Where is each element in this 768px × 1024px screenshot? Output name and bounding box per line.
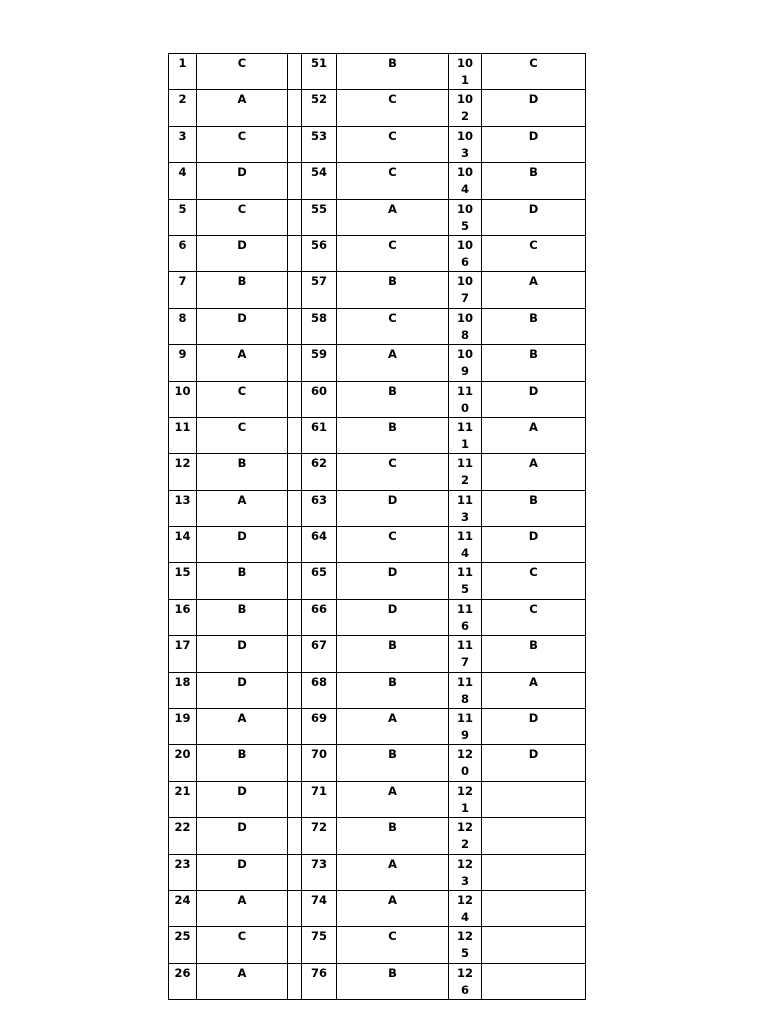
table-row [169, 890, 586, 926]
spacer-cell [288, 636, 302, 672]
question-number-cell: 21 [169, 781, 197, 817]
question-number-cell: 101 [449, 54, 482, 90]
answer-cell: A [337, 709, 449, 745]
answer-cell: D [197, 235, 288, 271]
answer-cell: C [197, 417, 288, 453]
table-row [169, 272, 586, 308]
spacer-cell [288, 818, 302, 854]
table-row [169, 709, 586, 745]
table-row [169, 636, 586, 672]
answer-cell: C [197, 199, 288, 235]
table-row [169, 199, 586, 235]
answer-cell [482, 781, 586, 817]
spacer-cell [288, 963, 302, 999]
question-number-cell: 51 [302, 54, 337, 90]
answer-cell: A [197, 90, 288, 126]
answer-cell: B [337, 636, 449, 672]
answer-cell: D [482, 709, 586, 745]
answer-cell: D [197, 818, 288, 854]
table-row [169, 90, 586, 126]
answer-cell: B [197, 745, 288, 781]
answer-cell: A [482, 417, 586, 453]
table-row [169, 745, 586, 781]
question-number-cell: 115 [449, 563, 482, 599]
question-number-cell: 14 [169, 527, 197, 563]
answer-cell: D [197, 527, 288, 563]
answer-cell: B [337, 963, 449, 999]
question-number-cell: 4 [169, 163, 197, 199]
table-row [169, 54, 586, 90]
answer-cell: B [197, 599, 288, 635]
answer-cell: B [482, 636, 586, 672]
question-number-cell: 15 [169, 563, 197, 599]
question-number-cell: 26 [169, 963, 197, 999]
answer-cell: C [337, 927, 449, 963]
answer-cell: D [482, 745, 586, 781]
answer-cell [482, 890, 586, 926]
table-row [169, 927, 586, 963]
question-number-cell: 52 [302, 90, 337, 126]
question-number-cell: 12 [169, 454, 197, 490]
table-row [169, 454, 586, 490]
question-number-cell: 118 [449, 672, 482, 708]
spacer-cell [288, 90, 302, 126]
spacer-cell [288, 54, 302, 90]
question-number-cell: 106 [449, 235, 482, 271]
answer-cell [482, 963, 586, 999]
spacer-cell [288, 454, 302, 490]
question-number-cell: 126 [449, 963, 482, 999]
spacer-cell [288, 345, 302, 381]
question-number-cell: 55 [302, 199, 337, 235]
answer-cell: D [197, 672, 288, 708]
table-row [169, 818, 586, 854]
question-number-cell: 72 [302, 818, 337, 854]
answer-key-table [168, 53, 586, 1000]
answer-cell: A [482, 454, 586, 490]
spacer-cell [288, 527, 302, 563]
question-number-cell: 1 [169, 54, 197, 90]
question-number-cell: 5 [169, 199, 197, 235]
answer-cell: D [337, 490, 449, 526]
table-row [169, 599, 586, 635]
question-number-cell: 25 [169, 927, 197, 963]
answer-cell: A [197, 490, 288, 526]
answer-cell: C [337, 454, 449, 490]
question-number-cell: 54 [302, 163, 337, 199]
table-row [169, 417, 586, 453]
spacer-cell [288, 672, 302, 708]
answer-rows [169, 54, 586, 1000]
question-number-cell: 125 [449, 927, 482, 963]
answer-cell: B [197, 272, 288, 308]
answer-cell: C [337, 90, 449, 126]
answer-cell: C [337, 126, 449, 162]
table-row [169, 308, 586, 344]
question-number-cell: 116 [449, 599, 482, 635]
question-number-cell: 108 [449, 308, 482, 344]
question-number-cell: 75 [302, 927, 337, 963]
spacer-cell [288, 272, 302, 308]
question-number-cell: 111 [449, 417, 482, 453]
spacer-cell [288, 781, 302, 817]
answer-cell: B [482, 345, 586, 381]
spacer-cell [288, 381, 302, 417]
question-number-cell: 124 [449, 890, 482, 926]
spacer-cell [288, 927, 302, 963]
question-number-cell: 123 [449, 854, 482, 890]
answer-cell: B [482, 308, 586, 344]
question-number-cell: 119 [449, 709, 482, 745]
spacer-cell [288, 199, 302, 235]
question-number-cell: 73 [302, 854, 337, 890]
question-number-cell: 66 [302, 599, 337, 635]
answer-cell [482, 854, 586, 890]
question-number-cell: 22 [169, 818, 197, 854]
question-number-cell: 11 [169, 417, 197, 453]
table-row [169, 781, 586, 817]
table-row [169, 672, 586, 708]
spacer-cell [288, 308, 302, 344]
question-number-cell: 107 [449, 272, 482, 308]
answer-cell: C [197, 927, 288, 963]
answer-cell: C [482, 599, 586, 635]
question-number-cell: 63 [302, 490, 337, 526]
question-number-cell: 110 [449, 381, 482, 417]
question-number-cell: 113 [449, 490, 482, 526]
answer-cell: C [482, 54, 586, 90]
spacer-cell [288, 163, 302, 199]
answer-cell: C [337, 527, 449, 563]
answer-cell: D [197, 308, 288, 344]
answer-cell [482, 818, 586, 854]
question-number-cell: 122 [449, 818, 482, 854]
question-number-cell: 8 [169, 308, 197, 344]
question-number-cell: 58 [302, 308, 337, 344]
answer-cell: A [337, 345, 449, 381]
answer-cell: A [197, 963, 288, 999]
answer-cell: C [197, 54, 288, 90]
answer-cell: B [337, 818, 449, 854]
question-number-cell: 56 [302, 235, 337, 271]
question-number-cell: 17 [169, 636, 197, 672]
table-row [169, 235, 586, 271]
answer-cell: A [337, 199, 449, 235]
question-number-cell: 53 [302, 126, 337, 162]
question-number-cell: 74 [302, 890, 337, 926]
spacer-cell [288, 563, 302, 599]
question-number-cell: 59 [302, 345, 337, 381]
question-number-cell: 104 [449, 163, 482, 199]
answer-cell: A [337, 890, 449, 926]
question-number-cell: 61 [302, 417, 337, 453]
question-number-cell: 64 [302, 527, 337, 563]
answer-cell: A [482, 672, 586, 708]
table-row [169, 345, 586, 381]
answer-cell: B [337, 381, 449, 417]
answer-cell: D [197, 163, 288, 199]
question-number-cell: 69 [302, 709, 337, 745]
spacer-cell [288, 709, 302, 745]
question-number-cell: 103 [449, 126, 482, 162]
question-number-cell: 24 [169, 890, 197, 926]
answer-cell: D [337, 599, 449, 635]
spacer-cell [288, 745, 302, 781]
question-number-cell: 117 [449, 636, 482, 672]
table-row [169, 527, 586, 563]
question-number-cell: 9 [169, 345, 197, 381]
answer-cell: B [197, 454, 288, 490]
question-number-cell: 105 [449, 199, 482, 235]
question-number-cell: 60 [302, 381, 337, 417]
answer-cell: A [337, 854, 449, 890]
spacer-cell [288, 599, 302, 635]
table-row [169, 126, 586, 162]
answer-cell: C [197, 126, 288, 162]
answer-cell: A [197, 709, 288, 745]
question-number-cell: 7 [169, 272, 197, 308]
answer-cell: C [337, 163, 449, 199]
answer-cell: C [197, 381, 288, 417]
question-number-cell: 3 [169, 126, 197, 162]
spacer-cell [288, 126, 302, 162]
question-number-cell: 67 [302, 636, 337, 672]
question-number-cell: 121 [449, 781, 482, 817]
table-row [169, 490, 586, 526]
question-number-cell: 20 [169, 745, 197, 781]
spacer-cell [288, 490, 302, 526]
answer-cell: D [197, 854, 288, 890]
spacer-cell [288, 417, 302, 453]
question-number-cell: 114 [449, 527, 482, 563]
question-number-cell: 19 [169, 709, 197, 745]
answer-cell: A [197, 890, 288, 926]
question-number-cell: 23 [169, 854, 197, 890]
answer-cell: B [482, 490, 586, 526]
answer-cell: B [337, 672, 449, 708]
answer-cell: D [482, 381, 586, 417]
question-number-cell: 57 [302, 272, 337, 308]
answer-cell: D [482, 90, 586, 126]
answer-cell: A [197, 345, 288, 381]
answer-cell [482, 927, 586, 963]
answer-cell: B [197, 563, 288, 599]
table-row [169, 563, 586, 599]
answer-cell: B [482, 163, 586, 199]
answer-cell: A [337, 781, 449, 817]
question-number-cell: 13 [169, 490, 197, 526]
answer-cell: B [337, 745, 449, 781]
table-row [169, 163, 586, 199]
answer-cell: D [197, 636, 288, 672]
answer-cell: D [482, 126, 586, 162]
question-number-cell: 62 [302, 454, 337, 490]
question-number-cell: 112 [449, 454, 482, 490]
table-row [169, 381, 586, 417]
answer-cell: B [337, 272, 449, 308]
question-number-cell: 76 [302, 963, 337, 999]
question-number-cell: 109 [449, 345, 482, 381]
spacer-cell [288, 854, 302, 890]
answer-cell: C [337, 235, 449, 271]
answer-cell: C [482, 235, 586, 271]
question-number-cell: 120 [449, 745, 482, 781]
answer-cell: B [337, 54, 449, 90]
table-row [169, 963, 586, 999]
question-number-cell: 102 [449, 90, 482, 126]
question-number-cell: 68 [302, 672, 337, 708]
answer-cell: D [482, 527, 586, 563]
answer-cell: C [337, 308, 449, 344]
answer-cell: D [337, 563, 449, 599]
answer-cell: C [482, 563, 586, 599]
question-number-cell: 71 [302, 781, 337, 817]
question-number-cell: 70 [302, 745, 337, 781]
answer-cell: D [482, 199, 586, 235]
question-number-cell: 16 [169, 599, 197, 635]
question-number-cell: 6 [169, 235, 197, 271]
question-number-cell: 65 [302, 563, 337, 599]
answer-cell: D [197, 781, 288, 817]
question-number-cell: 2 [169, 90, 197, 126]
answer-cell: A [482, 272, 586, 308]
question-number-cell: 18 [169, 672, 197, 708]
answer-cell: B [337, 417, 449, 453]
table-row [169, 854, 586, 890]
question-number-cell: 10 [169, 381, 197, 417]
spacer-cell [288, 890, 302, 926]
spacer-cell [288, 235, 302, 271]
